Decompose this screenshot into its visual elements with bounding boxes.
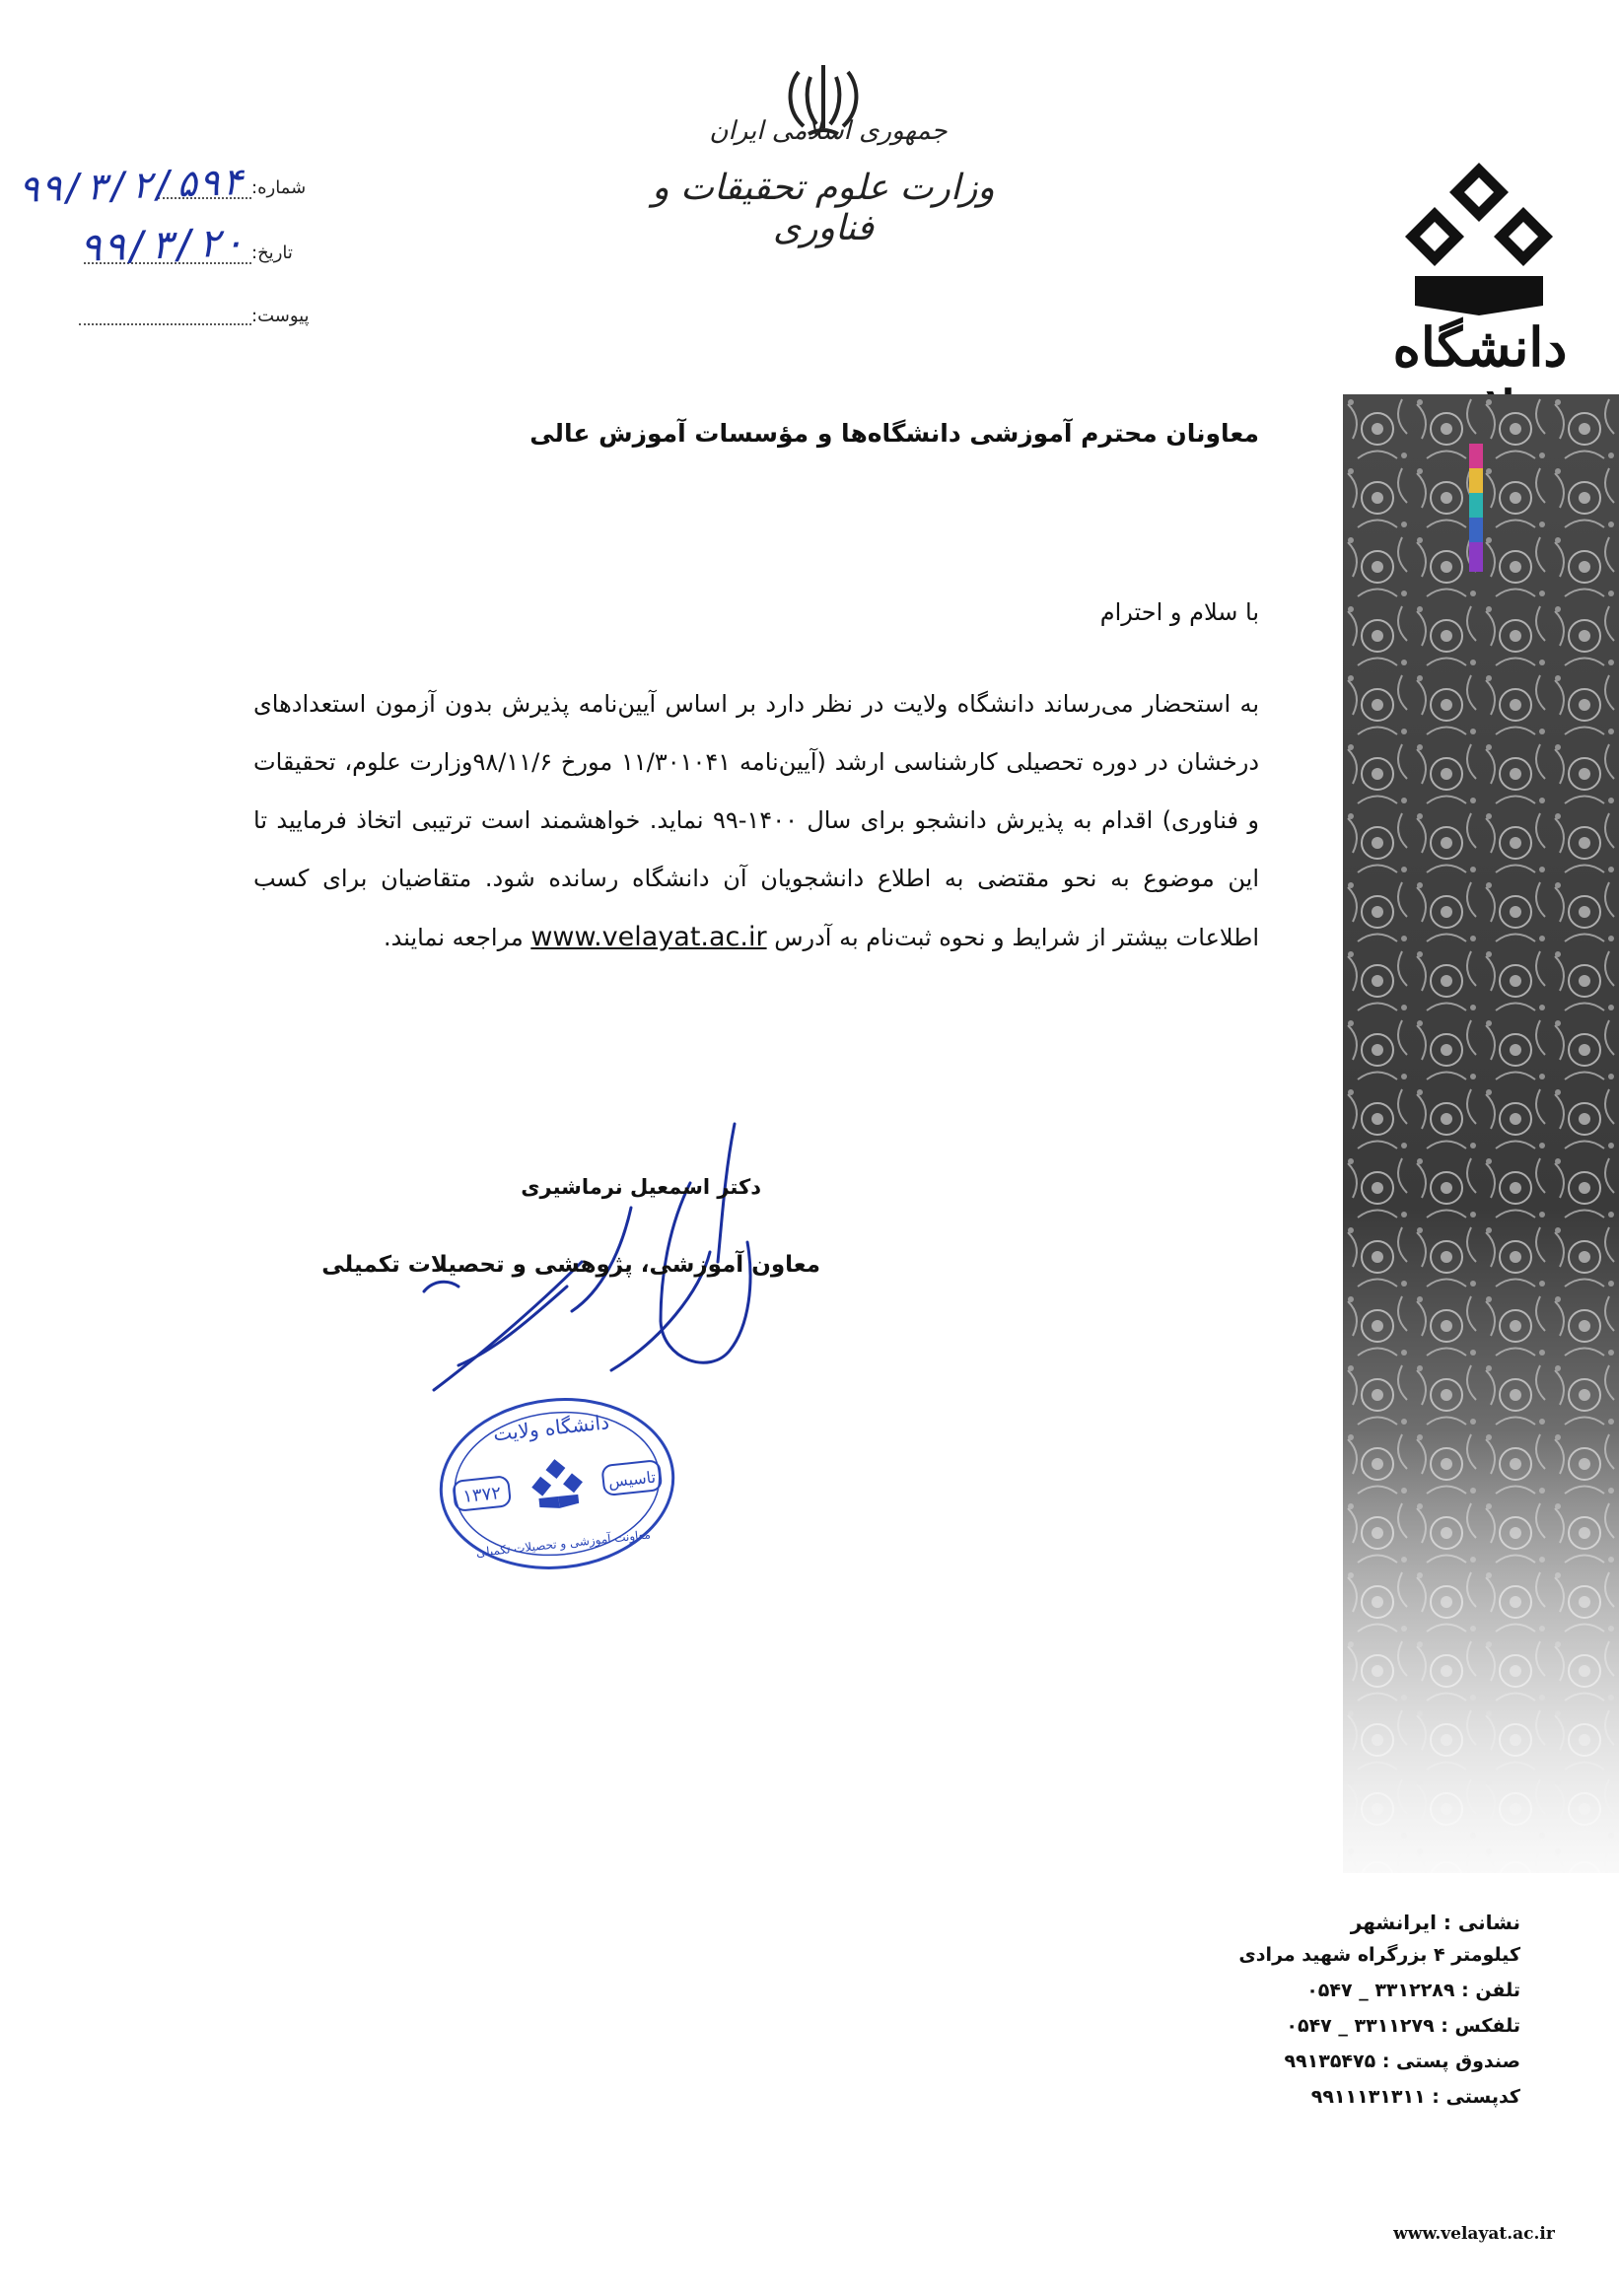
footer-postal-code: کدپستی : ۹۹۱۱۱۳۱۳۱۱ <box>1310 2086 1520 2108</box>
official-stamp <box>434 1390 680 1577</box>
svg-text:معاونت آموزشی و تحصیلات تکمیلی: معاونت آموزشی و تحصیلات تکمیلی <box>475 1527 652 1560</box>
letter-body <box>253 675 1259 967</box>
footer-phone: تلفن : ۳۳۱۲۲۸۹ _ ۰۵۴۷ <box>1306 1980 1520 2001</box>
attachment-dots <box>79 323 251 325</box>
color-stripe <box>1469 444 1483 572</box>
stamp-left-text: ۱۳۷۲ <box>461 1483 503 1507</box>
letter-number-value: ۹۹/۳/۲/۵۹۴ <box>17 160 245 211</box>
footer-website[interactable]: www.velayat.ac.ir <box>1393 2224 1555 2244</box>
signatory-name: دکتر اسمعیل نرماشیری <box>521 1175 761 1199</box>
date-label: تاریخ: <box>251 243 293 263</box>
footer-fax: تلفکس : ۳۳۱۱۲۷۹ _ ۰۵۴۷ <box>1286 2015 1520 2037</box>
letter-body-end: مراجعه نمایند. <box>383 924 524 951</box>
footer-address-detail: کیلومتر ۴ بزرگراه شهید مرادی <box>1238 1944 1520 1966</box>
svg-text:دانشگاه ولایت: دانشگاه ولایت <box>492 1410 611 1446</box>
signatory-title: معاون آموزشی، پژوهشی و تحصیلات تکمیلی <box>321 1252 820 1278</box>
floral-pattern-column <box>1343 394 1619 1873</box>
letter-date-value: ۹۹/۳/۲۰ <box>78 220 246 271</box>
website-link[interactable]: www.velayat.ac.ir <box>530 922 767 952</box>
country-name: جمهوری اسلامی ایران <box>709 116 948 146</box>
letter-body-main: به استحضار می‌رساند دانشگاه ولایت در نظر دارد بر اساس آیین‌نامه پذیرش بدون آزمون استعدادهای درخشان در دوره تحصیلی کارشناسی ارشد (آیین‌نامه ۱۱/۳۰۱۰۴۱ مورخ ۹۸/۱۱/۶وزارت علوم، تحقیقات و فناوری) اقدام به پذیرش دانشجو برای سال ۱۴۰۰-۹۹ نماید. خواهشمند است ترتیبی اتخاذ فرمایید تا این موضوع به نحو مقتضی به اطلاع دانشجویان آن دانشگاه رسانده شود. متقاضیان برای کسب اطلاعات بیشتر از شرایط و نحوه ثبت‌نام به آدرس <box>253 690 1260 951</box>
university-name: دانشگاه <box>1392 315 1568 379</box>
recipient-line: معاونان محترم آموزشی دانشگاه‌ها و مؤسسات آموزش عالی <box>529 419 1259 448</box>
number-label: شماره: <box>251 177 307 198</box>
greeting: با سلام و احترام <box>1099 598 1259 626</box>
footer-po-box: صندوق پستی : ۹۹۱۳۵۴۷۵ <box>1284 2051 1520 2072</box>
attachment-label: پیوست: <box>251 306 310 326</box>
footer-address-title: نشانی : ایرانشهر <box>1350 1911 1520 1934</box>
ministry-name: وزارت علوم تحقیقات و فناوری <box>652 168 995 248</box>
university-logo-icon <box>1395 158 1563 325</box>
stamp-right-text: تاسیس <box>607 1467 657 1492</box>
